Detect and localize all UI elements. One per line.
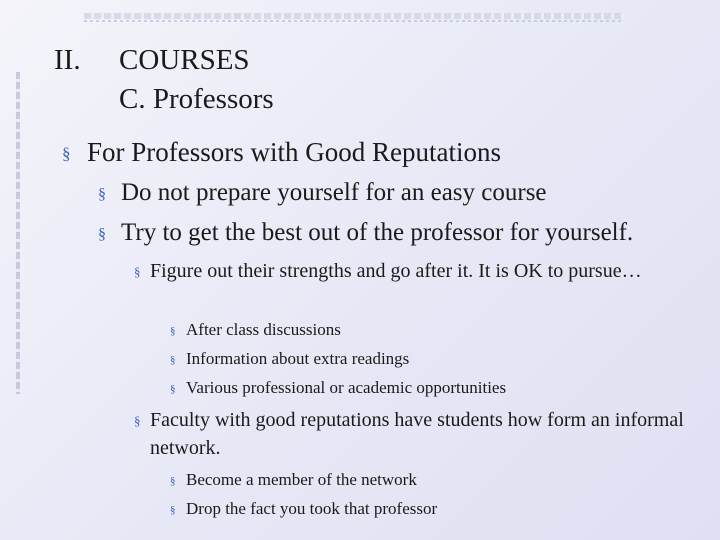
bullet-icon: § [170,354,176,366]
bullet-text: Become a member of the network [186,470,417,489]
section-number: II. [54,44,81,76]
bullet-icon: § [134,264,141,279]
bullet-icon: § [62,144,71,163]
bullet-text: Faculty with good reputations have students how form an informal network. [150,409,684,459]
bullet-icon: § [170,475,176,487]
bullet-icon: § [98,226,106,243]
section-subtitle: C. Professors [119,83,274,115]
bullet-icon: § [170,325,176,337]
bullet-icon: § [170,504,176,516]
bullet-text: Do not prepare yourself for an easy course [121,179,547,206]
section-title: COURSES [119,44,250,76]
bullet-icon: § [98,186,106,203]
decorative-top-rule [84,13,624,19]
bullet-text: Try to get the best out of the professor for yourself. [121,219,634,246]
bullet-icon: § [170,383,176,395]
bullet-text: After class discussions [186,320,341,339]
bullet-text: Figure out their strengths and go after it. It is OK to pursue… [150,260,642,282]
decorative-side-rule [16,72,20,394]
bullet-text: Information about extra readings [186,349,410,368]
bullet-text: Various professional or academic opportunities [186,378,507,397]
bullet-icon: § [134,413,141,428]
bullet-text: Drop the fact you took that professor [186,499,438,518]
bullet-text: For Professors with Good Reputations [87,137,501,167]
